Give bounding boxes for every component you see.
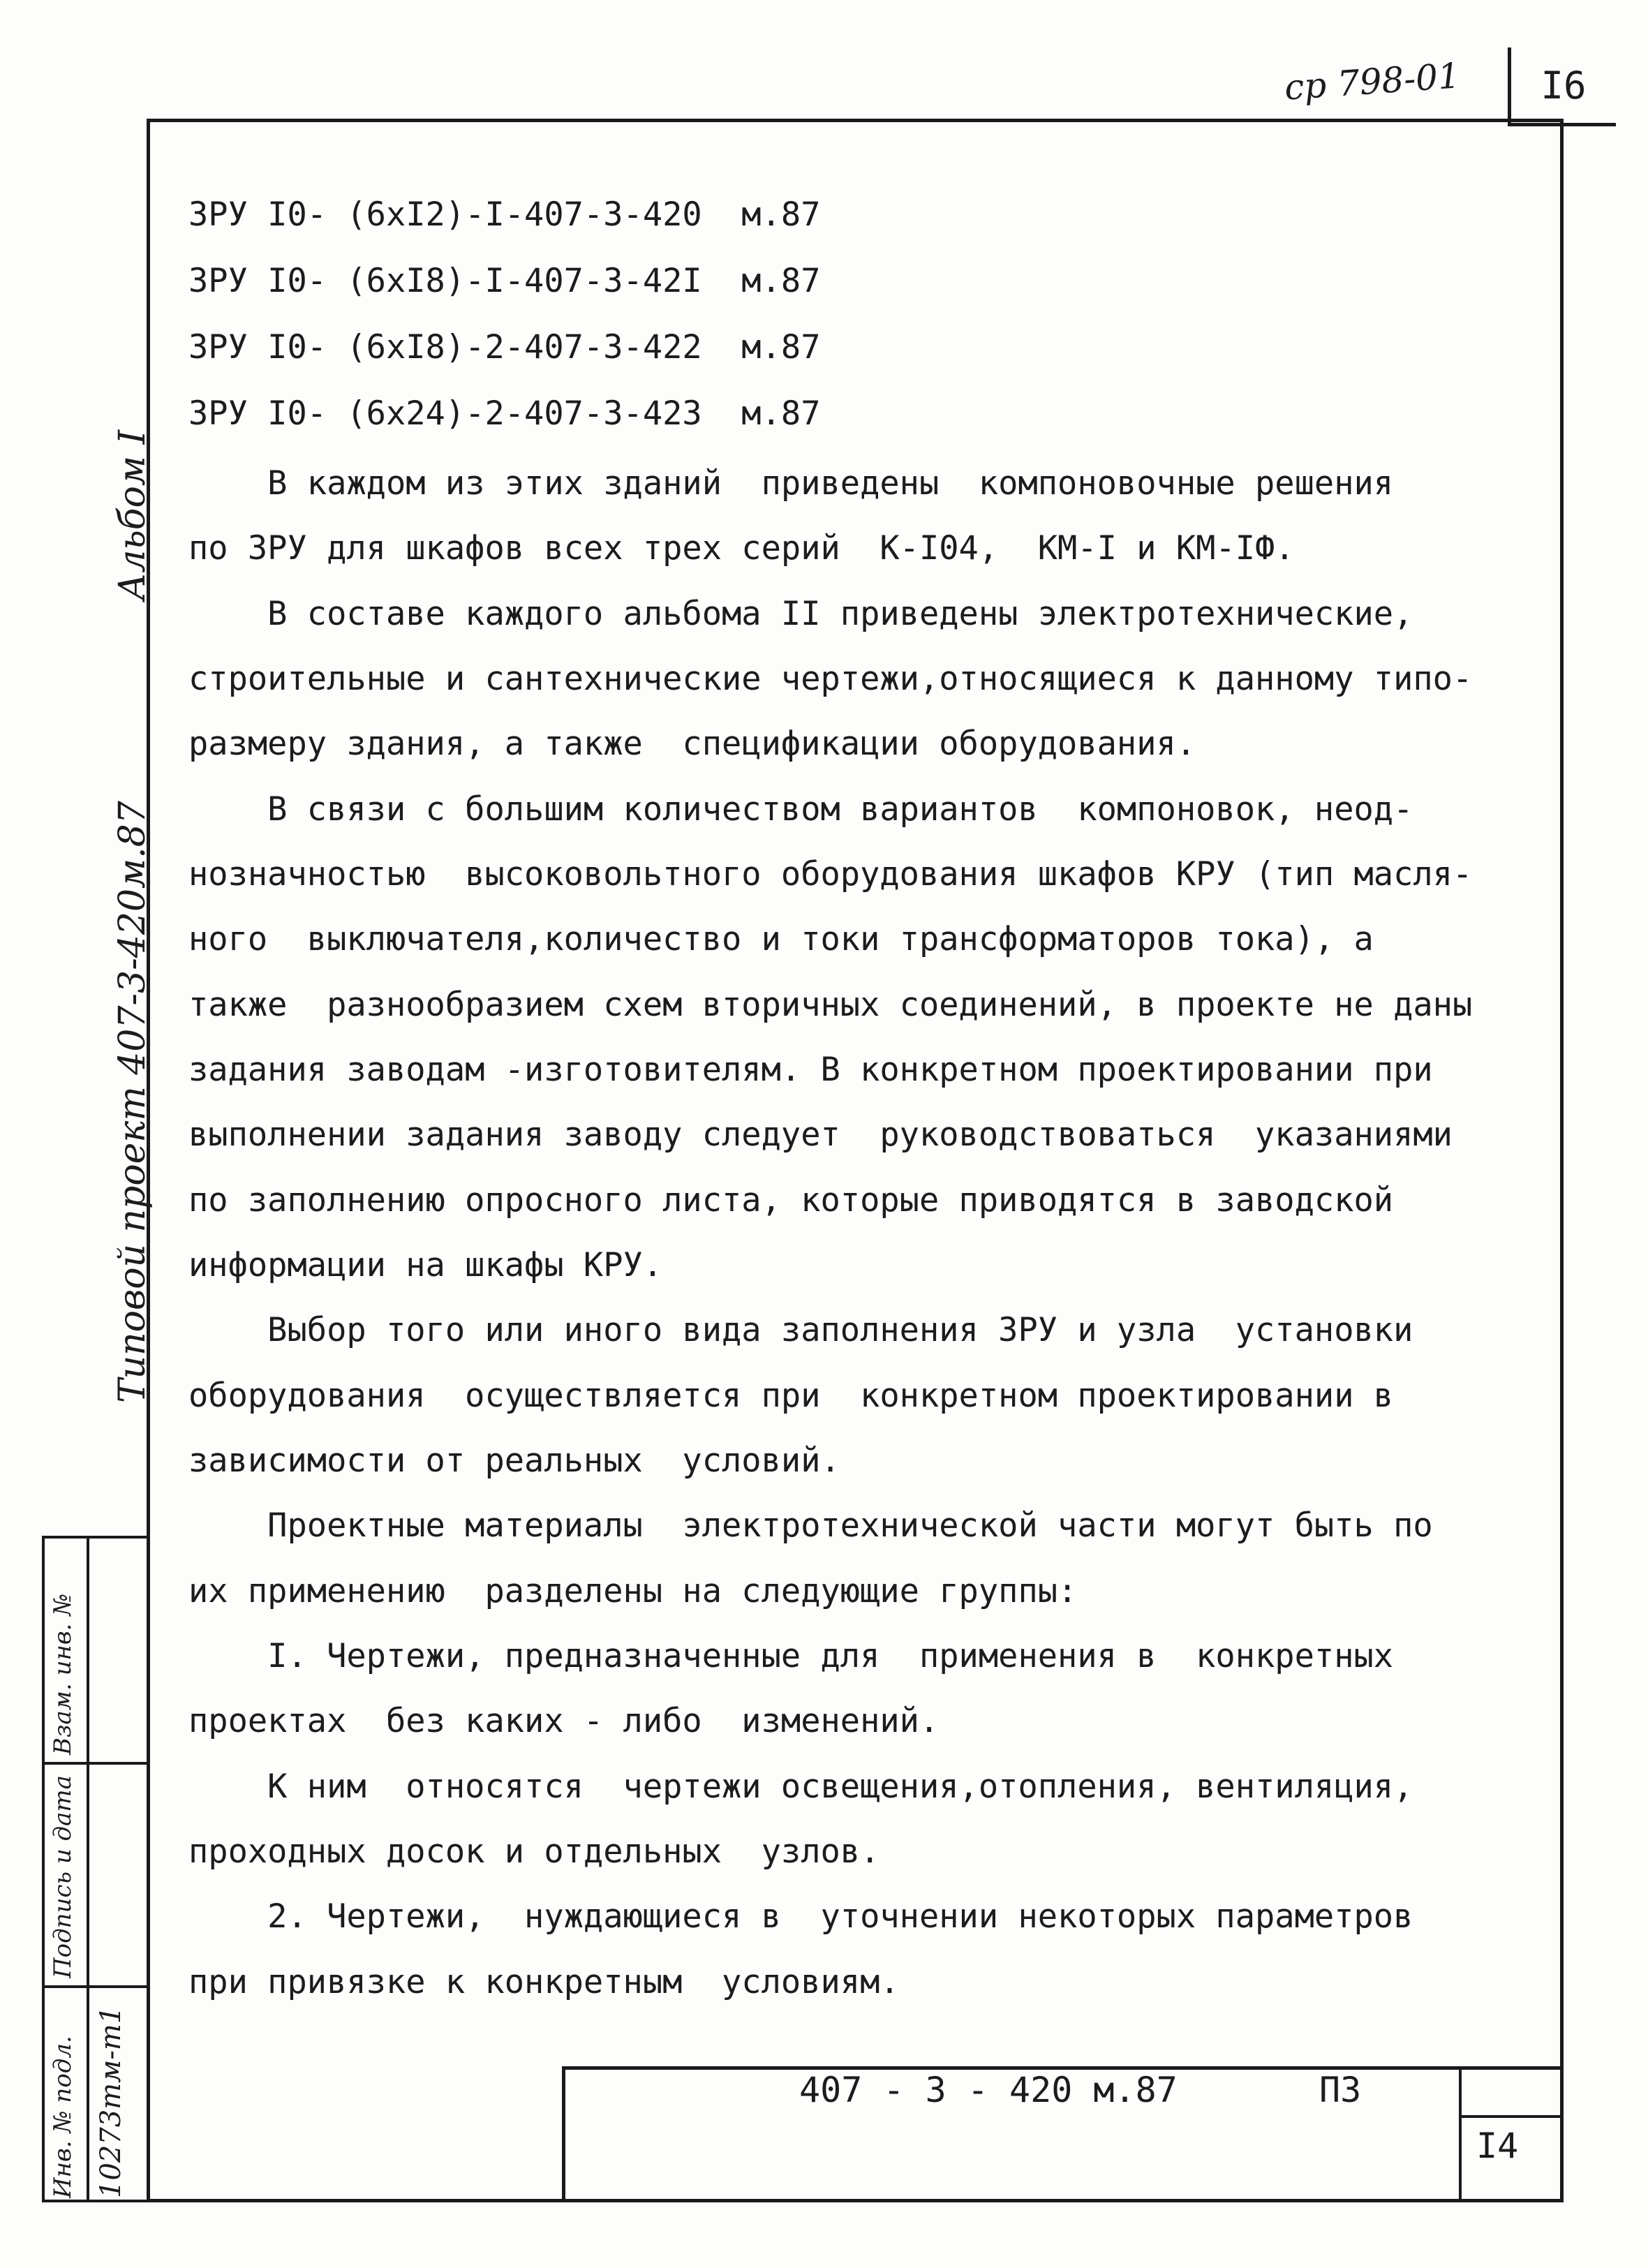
text-line: 2. Чертежи, нуждающиеся в уточнении некоторых параметров	[188, 1897, 1413, 1936]
inv-podl-label: Инв. № подл.	[49, 2036, 77, 2198]
text-line: проектах без каких - либо изменений.	[188, 1702, 940, 1740]
text-line: по ЗРУ для шкафов всех трех серий К-I04, КМ-I и КМ-IФ.	[188, 529, 1295, 568]
stamp-page-number: I4	[1476, 2126, 1519, 2166]
text-line: проходных досок и отдельных узлов.	[188, 1832, 880, 1871]
sign-date-label: Подпись и дата	[49, 1775, 77, 1978]
project-label: Типовой проект 407-3-420м.87	[112, 801, 154, 1403]
text-line: по заполнению опросного листа, которые приводятся в заводской	[188, 1181, 1394, 1220]
text-line: зависимости от реальных условий.	[188, 1441, 840, 1480]
text-line: К ним относятся чертежи освещения,отопления, вентиляция,	[188, 1767, 1413, 1806]
vzam-label: Взам. инв. №	[49, 1593, 77, 1755]
inv-podl-value: 10273тм-т1	[95, 2006, 127, 2198]
series-line: ЗРУ I0- (6хI8)-I-407-3-42I м.87	[188, 262, 821, 300]
text-line: В составе каждого альбома II приведены электротехнические,	[188, 595, 1413, 633]
text-line: выполнении задания заводу следует руководствоваться указаниями	[188, 1116, 1453, 1154]
series-line: ЗРУ I0- (6хI8)-2-407-3-422 м.87	[188, 328, 821, 366]
series-line: ЗРУ I0- (6хI2)-I-407-3-420 м.87	[188, 195, 821, 234]
handwritten-code: ср 798-01	[1283, 55, 1462, 108]
registration-table	[42, 1536, 147, 2202]
text-line: при привязке к конкретным условиям.	[188, 1963, 900, 2001]
sheet-number: I6	[1508, 47, 1616, 126]
text-line: их применению разделены на следующие группы:	[188, 1572, 1078, 1610]
text-line: оборудования осуществляется при конкретном проектировании в	[188, 1377, 1394, 1415]
text-line: Проектные материалы электротехнической части могут быть по	[188, 1506, 1433, 1545]
text-line: также разнообразием схем вторичных соединений, в проекте не даны	[188, 986, 1473, 1024]
text-line: информации на шкафы КРУ.	[188, 1246, 663, 1284]
series-line: ЗРУ I0- (6х24)-2-407-3-423 м.87	[188, 394, 821, 433]
text-line: размеру здания, а также спецификации оборудования.	[188, 725, 1196, 763]
text-line: задания заводам -изготовителям. В конкретном проектировании при	[188, 1051, 1433, 1089]
stamp-mark: ПЗ	[1319, 2070, 1362, 2110]
stamp-code: 407 - 3 - 420 м.87	[799, 2070, 1178, 2110]
text-line: Выбор того или иного вида заполнения ЗРУ и узла установки	[188, 1311, 1413, 1349]
text-line: I. Чертежи, предназначенные для применения в конкретных	[188, 1637, 1394, 1675]
text-line: ного выключателя,количество и токи трансформаторов тока), а	[188, 920, 1374, 958]
album-label: Альбом I	[112, 429, 154, 600]
text-line: В каждом из этих зданий приведены компоновочные решения	[188, 464, 1394, 503]
text-line: строительные и сантехнические чертежи,относящиеся к данному типо-	[188, 660, 1473, 698]
text-line: В связи с большим количеством вариантов компоновок, неод-	[188, 790, 1413, 829]
text-line: нозначностью высоковольтного оборудования шкафов КРУ (тип масля-	[188, 855, 1473, 894]
